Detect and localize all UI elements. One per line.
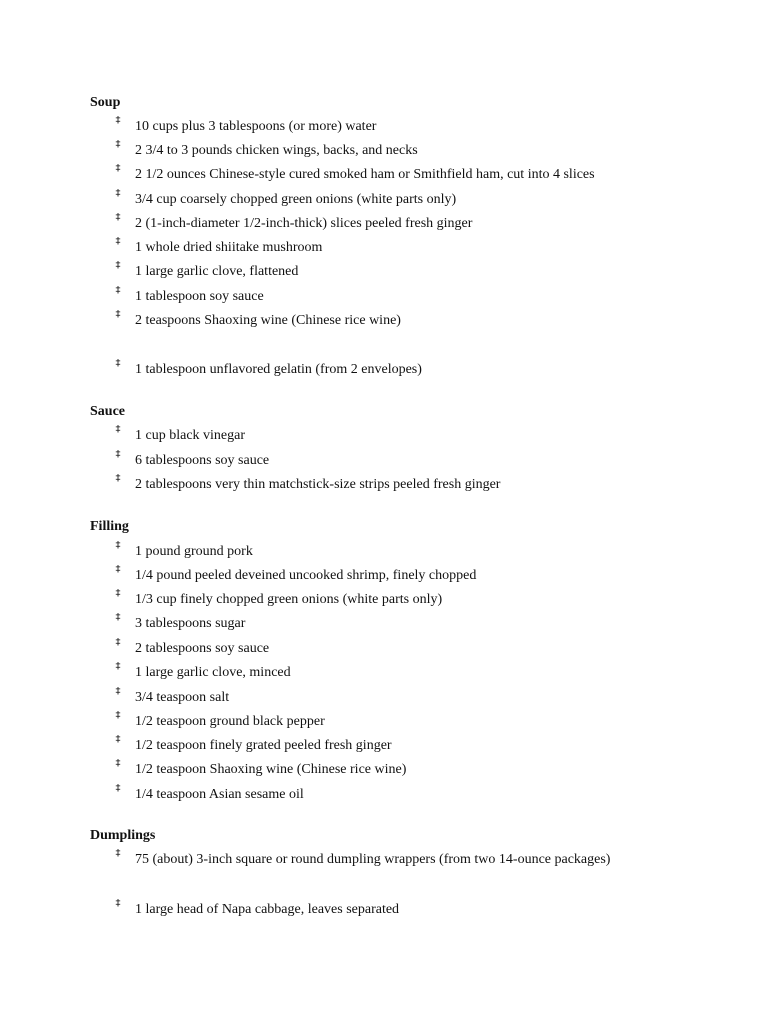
section-heading-sauce: Sauce xyxy=(90,404,125,419)
bullet-icon xyxy=(112,562,124,578)
bullet-icon xyxy=(112,708,124,724)
bullet-icon xyxy=(112,471,124,487)
bullet-icon xyxy=(112,896,124,912)
bullet-icon xyxy=(112,186,124,202)
document-page: Soup ‡ 10 cups plus 3 tablespoons (or more) water ‡ 2 3/4 to 3 pounds chicken wings, backs, and necks ‡ 2 1/2 ounces Chinese-style cured smoked ham or Smithfield ham, cut into 4 slices ‡ 3/4 cup coarsely chopped green onions (white parts only) ‡ 2 (1-inch-diameter 1/2-inch-thick) slices peeled fresh ginger ‡ 1 whole dried shiitake mushroom ‡ 1 large garlic clove, flattened ‡ 1 tablespoon soy sauce ‡ 2 teaspoons Shaoxing wine (Chinese rice wine) ‡ 1 tablespoon unflavored gelatin (from 2 envelopes) Sauce ‡ 1 cup black vinegar ‡ 6 tablespoons soy sauce ‡ 2 tablespoons very thin matchstick-size strips peeled fresh ginger Filling ‡ 1 pound ground pork ‡ 1/4 pound peeled deveined uncooked shrimp, finely chopped ‡ 1/3 cup finely chopped green onions (white parts only) ‡ 3 tablespoons sugar ‡ 2 tablespoons soy sauce ‡ 1 large garlic clove, minced ‡ 3/4 teaspoon salt ‡ 1/2 teaspoon ground black pepper ‡ 1/2 teaspoon finely grated peeled fresh ginger ‡ 1/2 teaspoon Shaoxing wine (Chinese rice wine) ‡ 1/4 teaspoon Asian sesame oil Dumplings ‡ 75 (about) 3-inch square or round dumpling wrappers (from two 14-ounce packages) ‡ 1 large head of Napa cabbage, leaves separated xyxy=(0,0,768,1024)
bullet-icon xyxy=(112,137,124,153)
bullet-icon xyxy=(112,234,124,250)
bullet-icon xyxy=(112,659,124,675)
bullet-icon xyxy=(112,756,124,772)
bullet-icon xyxy=(112,113,124,129)
bullet-icon xyxy=(112,258,124,274)
bullet-icon xyxy=(112,538,124,554)
bullet-icon xyxy=(112,846,124,862)
bullet-icon xyxy=(112,422,124,438)
bullet-icon xyxy=(112,210,124,226)
bullet-icon xyxy=(112,161,124,177)
bullet-icon xyxy=(112,283,124,299)
bullet-icon xyxy=(112,356,124,372)
section-heading-soup: Soup xyxy=(90,95,121,110)
bullet-icon xyxy=(112,684,124,700)
bullet-icon xyxy=(112,447,124,463)
bullet-icon xyxy=(112,732,124,748)
bullet-icon xyxy=(112,586,124,602)
bullet-icon xyxy=(112,307,124,323)
bullet-icon xyxy=(112,781,124,797)
section-heading-filling: Filling xyxy=(90,519,129,534)
section-heading-dumplings: Dumplings xyxy=(90,828,156,843)
bullet-icon xyxy=(112,610,124,626)
bullet-icon xyxy=(112,635,124,651)
